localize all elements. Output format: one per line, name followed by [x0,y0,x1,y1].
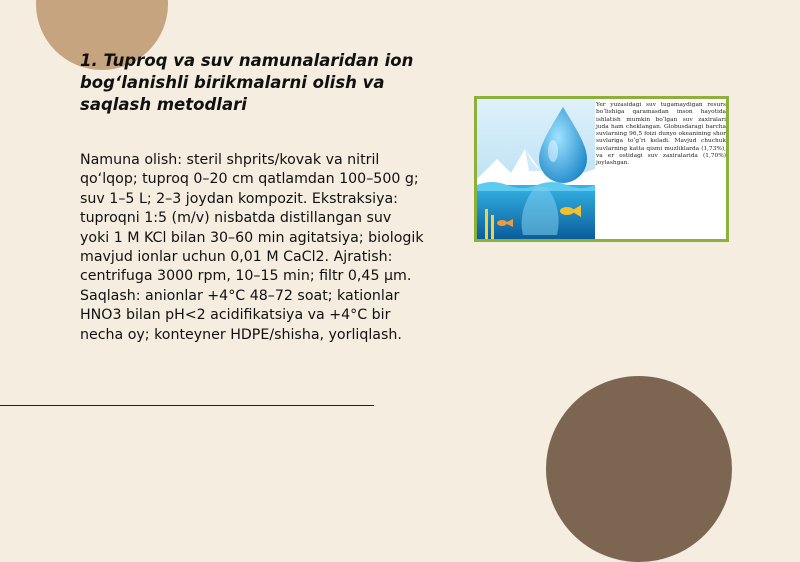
figure-card [474,96,729,242]
ocean-iceberg-illustration [477,99,595,239]
decorative-circle-bottom [546,376,732,562]
figure-caption: Yer yuzasidagi suv tugamaydigan resurs bo‘lishiga qaramasdan inson hayotida ishlatish mumkin bo‘lgan suv zaxiralari juda ham cheklangan. Globusdaragi barcha suvlarning 96,5 foizi dunyo okeanining shor suvlariga to‘g‘ri keladi. Mavjud chuchuk suvlarning katta qismi muzliklarda (1,73%), va er ostidagi suv zaxiralarida (1,70%) joylashgan. [596,102,726,167]
slide-title: 1. Tuproq va suv namunalaridan ion bog‘lanishli birikmalarni olish va saqlash metodlari [80,51,414,114]
horizontal-divider [0,405,374,406]
slide-body-text: Namuna olish: steril shprits/kovak va nitril qo‘lqop; tuproq 0–20 cm qatlamdan 100–500 g; suv 1–5 L; 2–3 joydan kompozit. Ekstraksiya: tuproqni 1:5 (m/v) nisbatda distillangan suv yoki 1 M KCl bilan 30–60 min agitatsiya; biologik mavjud ionlar uchun 0,01 M CaCl2. Ajratish: centrifuga 3000 rpm, 10–15 min; filtr 0,45 µm. Saqlash: anionlar +4°C 48–72 soat; kationlar HNO3 bilan pH<2 acidifikatsiya va +4°C bir necha oy; konteyner HDPE/shisha, yorliqlash. [80,152,424,343]
